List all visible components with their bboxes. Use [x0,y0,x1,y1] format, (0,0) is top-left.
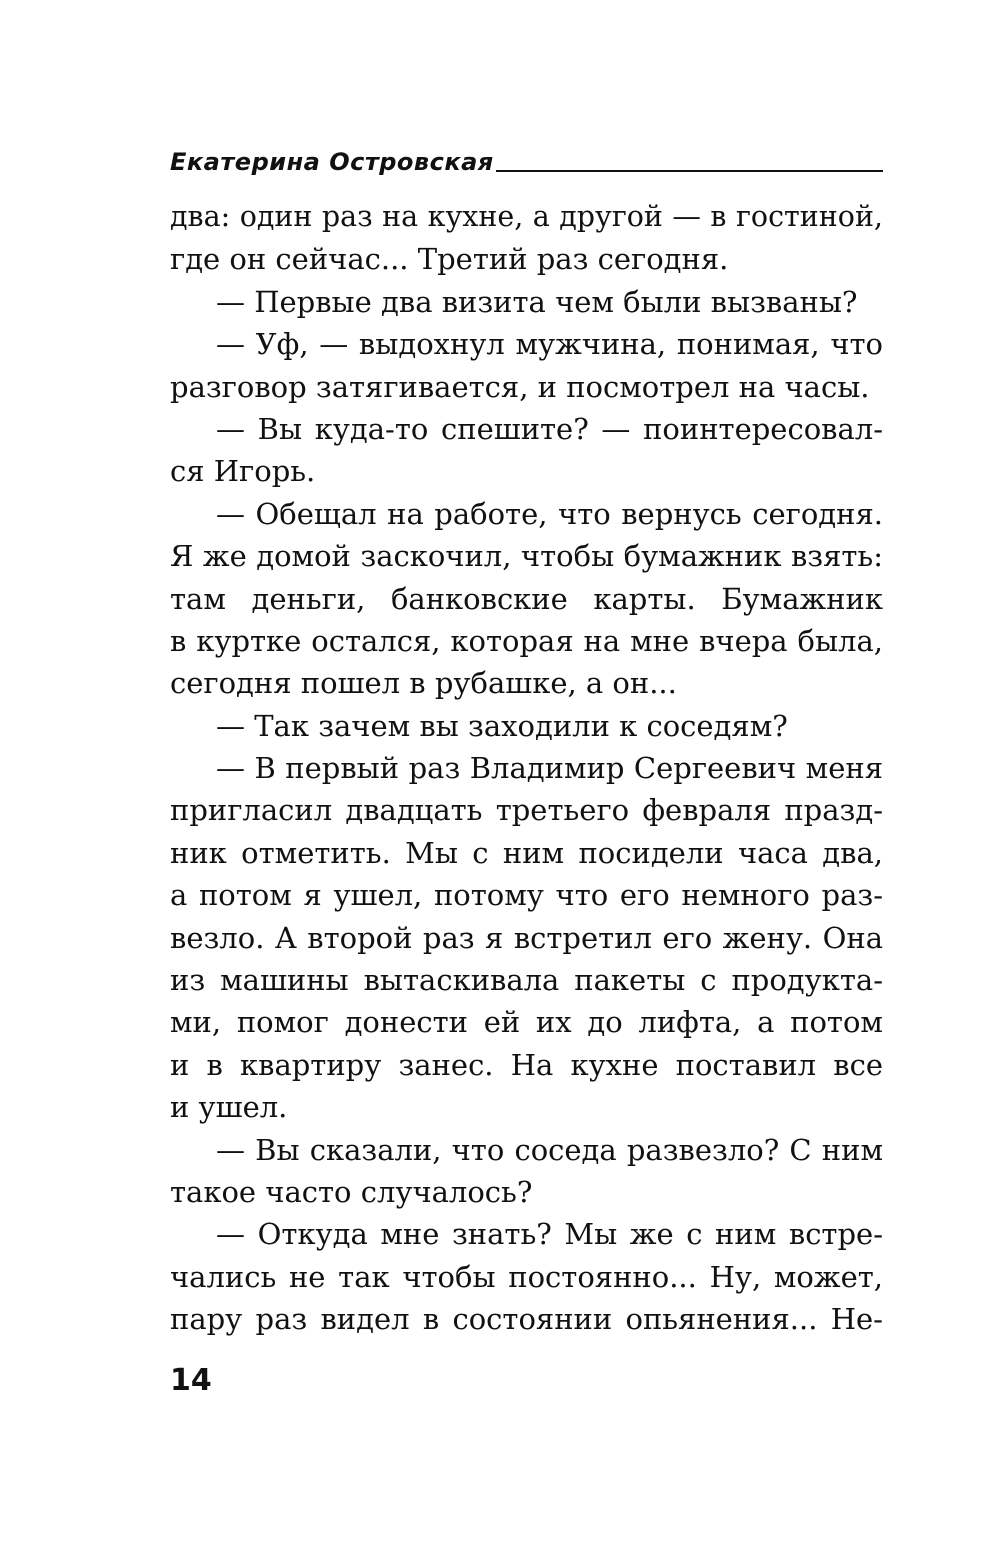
text-line: ник отметить. Мы с ним посидели часа два, [170,835,883,870]
text-line: везло. А второй раз я встретил его жену. Она [170,920,883,955]
text-line: разговор затягивается, и посмотрел на часы. [170,369,870,404]
text-line: — Первые два визита чем были вызваны? [216,284,858,319]
text-line: а потом я ушел, потому что его немного раз- [170,878,883,913]
text-line: ся Игорь. [170,454,316,489]
text-line: там деньги, банковские карты. Бумажник [170,581,883,616]
running-head [170,144,883,176]
text-line: чались не так чтобы постоянно... Ну, может, [170,1259,883,1294]
page-number: 14 [170,1363,212,1398]
text-line: — В первый раз Владимир Сергеевич меня [216,751,883,786]
text-line: — Так зачем вы заходили к соседям? [216,708,788,743]
body-text [170,196,883,1341]
text-line: два: один раз на кухне, а другой — в гостиной, [170,200,883,233]
text-line: и в квартиру занес. На кухне поставил все [170,1047,883,1082]
text-line: — Откуда мне знать? Мы же с ним встре- [216,1217,883,1252]
text-line: пригласил двадцать третьего февраля празд- [170,793,883,828]
text-line: — Обещал на работе, что вернусь сегодня. [216,496,883,531]
text-line: из машины вытаскивала пакеты с продукта- [170,963,883,998]
running-head-rule [496,170,883,172]
text-line: ми, помог донести ей их до лифта, а потом [170,1005,883,1040]
text-line: — Вы куда-то спешите? — поинтересовал- [216,411,883,446]
text-line: — Вы сказали, что соседа развезло? С ним [216,1132,883,1167]
text-line: сегодня пошел в рубашке, а он... [170,666,677,701]
text-line: Я же домой заскочил, чтобы бумажник взять: [170,539,883,574]
text-line: пару раз видел в состоянии опьянения... Не- [170,1302,883,1337]
text-line: такое часто случалось? [170,1174,533,1209]
running-head-author: Екатерина Островская [170,148,494,176]
text-line: в куртке остался, которая на мне вчера была, [170,623,883,658]
text-line: и ушел. [170,1090,288,1125]
text-line: где он сейчас... Третий раз сегодня. [170,242,729,277]
text-line: — Уф, — выдохнул мужчина, понимая, что [216,327,883,362]
